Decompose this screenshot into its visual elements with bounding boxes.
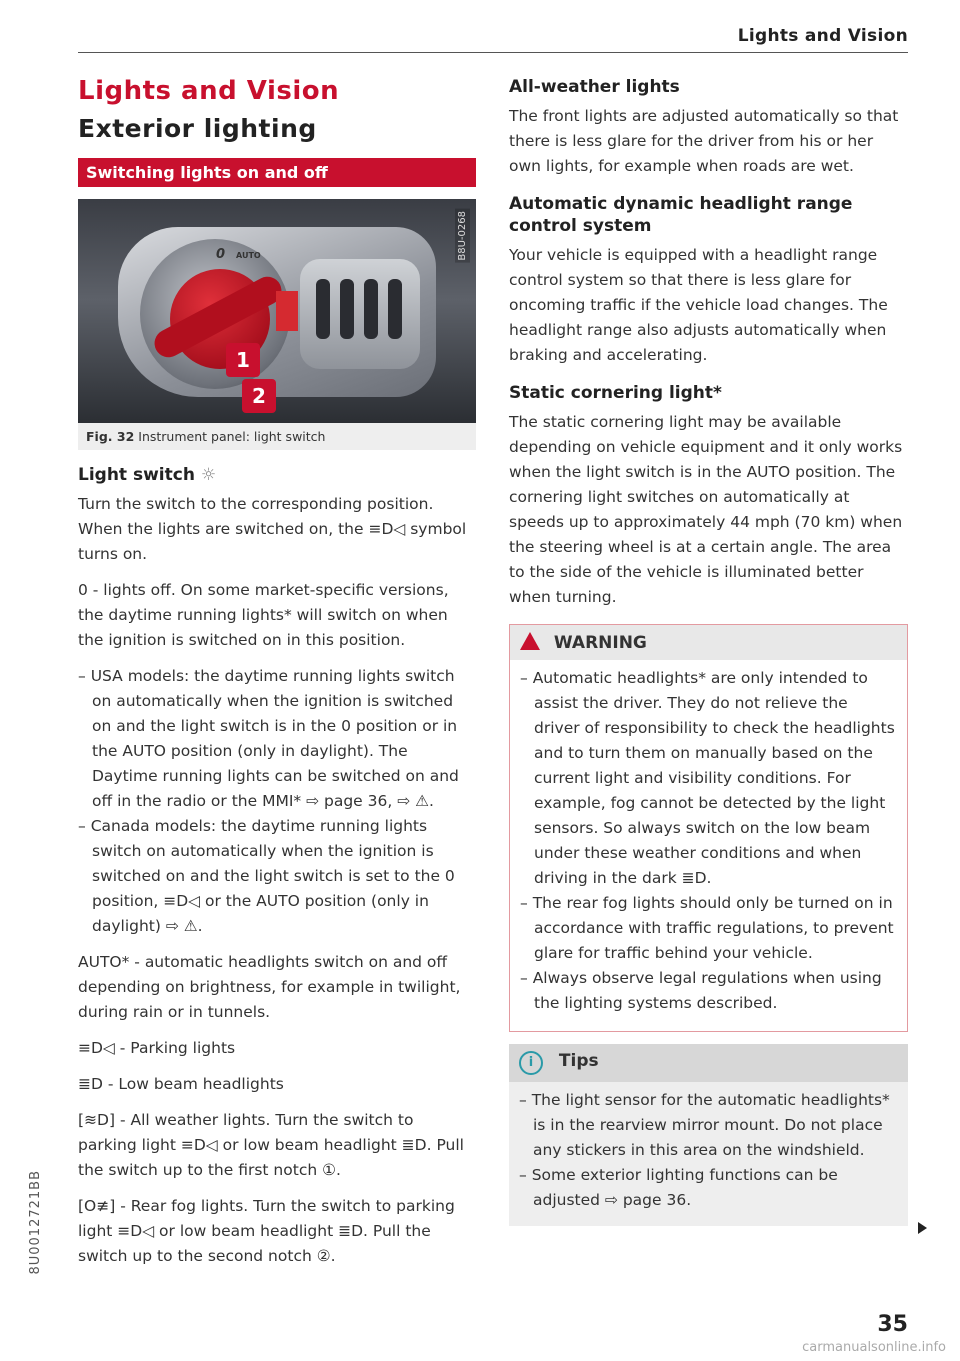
watermark: carmanualsonline.info <box>802 1340 946 1355</box>
paragraph-range-control: Your vehicle is equipped with a headlight range control system so that there is less glare for oncoming traffic if the vehicle load changes. The headlight range also adjusts automatically when braking and accelerating. <box>509 246 888 364</box>
warning-box <box>509 624 908 1032</box>
warning-title <box>510 625 907 660</box>
tips-item: – Some exterior lighting functions can be adjusted ⇨ page 36. <box>519 1163 898 1213</box>
knob-label-off: 0 <box>216 247 226 262</box>
thumbwheel-slot <box>388 279 402 339</box>
knob-label-auto: AUTO <box>236 251 261 260</box>
figure-code: B8U-0268 <box>457 211 468 261</box>
notch-badge-2: 2 <box>242 379 276 413</box>
warning-title-text: WARNING <box>553 633 647 653</box>
page-number: 35 <box>877 1312 908 1337</box>
market-list <box>78 664 476 939</box>
thumbwheel-slot <box>364 279 378 339</box>
tips-item: – The light sensor for the automatic headlights* is in the rearview mirror mount. Do not place any stickers in this area on the windshield. <box>519 1088 898 1163</box>
light-switch-heading <box>78 464 476 486</box>
subsection-bar: Switching lights on and off <box>78 158 476 187</box>
paragraph-lights-off: 0 - lights off. On some market-specific versions, the daytime running lights* will switch on when the ignition is switched on in this position. <box>78 581 449 649</box>
header-rule <box>78 52 908 53</box>
tips-box <box>509 1044 908 1226</box>
list-item-usa: – USA models: the daytime running lights switch on automatically when the ignition is switched on and the light switch is in the 0 position or in the AUTO position (only in daylight). The Daytime running lights can be switched on and off in the radio or the MMI* ⇨ page 36, ⇨ ⚠. <box>78 664 476 814</box>
section-title: Exterior lighting <box>78 114 317 143</box>
paragraph-parking: ≡D◁ - Parking lights <box>78 1039 236 1057</box>
warning-triangle-icon <box>520 632 540 650</box>
thumbwheel-slot <box>316 279 330 339</box>
warning-item: – Automatic headlights* are only intended to assist the driver. They do not relieve the driver of responsibility to check the headlights and to turn them on manually based on the current light and visibility conditions. For example, fog cannot be detected by the light sensors. So always switch on the low beam under these weather conditions and when driving in the dark ≣D. <box>520 666 897 891</box>
sun-icon: ☼ <box>200 465 217 485</box>
tips-title-text: Tips <box>558 1051 599 1071</box>
light-switch-figure <box>78 199 476 423</box>
info-icon: i <box>519 1051 543 1075</box>
left-column <box>78 70 476 1280</box>
paragraph-switch-intro: Turn the switch to the corresponding position. When the lights are switched on, the ≡D◁ symbol turns on. <box>78 495 467 563</box>
figure-caption <box>78 423 476 450</box>
paragraph-rear-fog: [O≢] - Rear fog lights. Turn the switch to parking light ≡D◁ or low beam headlight ≣D. Pull the switch up to the second notch ②. <box>78 1197 455 1265</box>
running-header: Lights and Vision <box>737 26 908 46</box>
figure-number: Fig. 32 <box>86 429 135 444</box>
list-item-canada: – Canada models: the daytime running lights switch on automatically when the ignition is switched on and the light switch is set to the 0 position, ≡D◁ or the AUTO position (only in daylight) ⇨ ⚠. <box>78 814 476 939</box>
paragraph-static-cornering: The static cornering light may be available depending on vehicle equipment and it only works when the light switch is in the AUTO position. The cornering light switches on automatically at speeds up to approximately 44 mph (70 km) when the steering wheel is at a certain angle. The area to the side of the vehicle is illuminated better when turning. <box>509 413 903 606</box>
light-switch-heading-text: Light switch <box>78 465 195 485</box>
heading-all-weather: All-weather lights <box>509 77 680 97</box>
paragraph-auto: AUTO* - automatic headlights switch on and off depending on brightness, for example in twilight, during rain or in tunnels. <box>78 953 461 1021</box>
low-beam-indicator <box>276 291 298 331</box>
heading-range-control: Automatic dynamic headlight range control system <box>509 194 853 236</box>
heading-static-cornering: Static cornering light* <box>509 383 722 403</box>
figure-caption-text: Instrument panel: light switch <box>138 429 326 444</box>
warning-list <box>520 666 897 1016</box>
warning-item: – The rear fog lights should only be turned on in accordance with traffic regulations, to prevent glare for traffic behind your vehicle. <box>520 891 897 966</box>
document-code: 8U0012721BB <box>28 1170 43 1275</box>
right-column <box>509 62 908 1226</box>
paragraph-low-beam: ≣D - Low beam headlights <box>78 1075 284 1093</box>
tips-list <box>519 1088 898 1213</box>
paragraph-all-weather-desc: The front lights are adjusted automatically so that there is less glare for the driver from his or her own lights, for example when roads are wet. <box>509 107 899 175</box>
chapter-title: Lights and Vision <box>78 76 340 106</box>
notch-badge-1: 1 <box>226 343 260 377</box>
thumbwheel-slot <box>340 279 354 339</box>
tips-title <box>509 1044 908 1082</box>
continue-arrow-icon <box>918 1222 927 1234</box>
warning-item: – Always observe legal regulations when using the lighting systems described. <box>520 966 897 1016</box>
paragraph-all-weather: [≋D] - All weather lights. Turn the switch to parking light ≡D◁ or low beam headlight ≣D. Pull the switch up to the first notch ①. <box>78 1111 464 1179</box>
